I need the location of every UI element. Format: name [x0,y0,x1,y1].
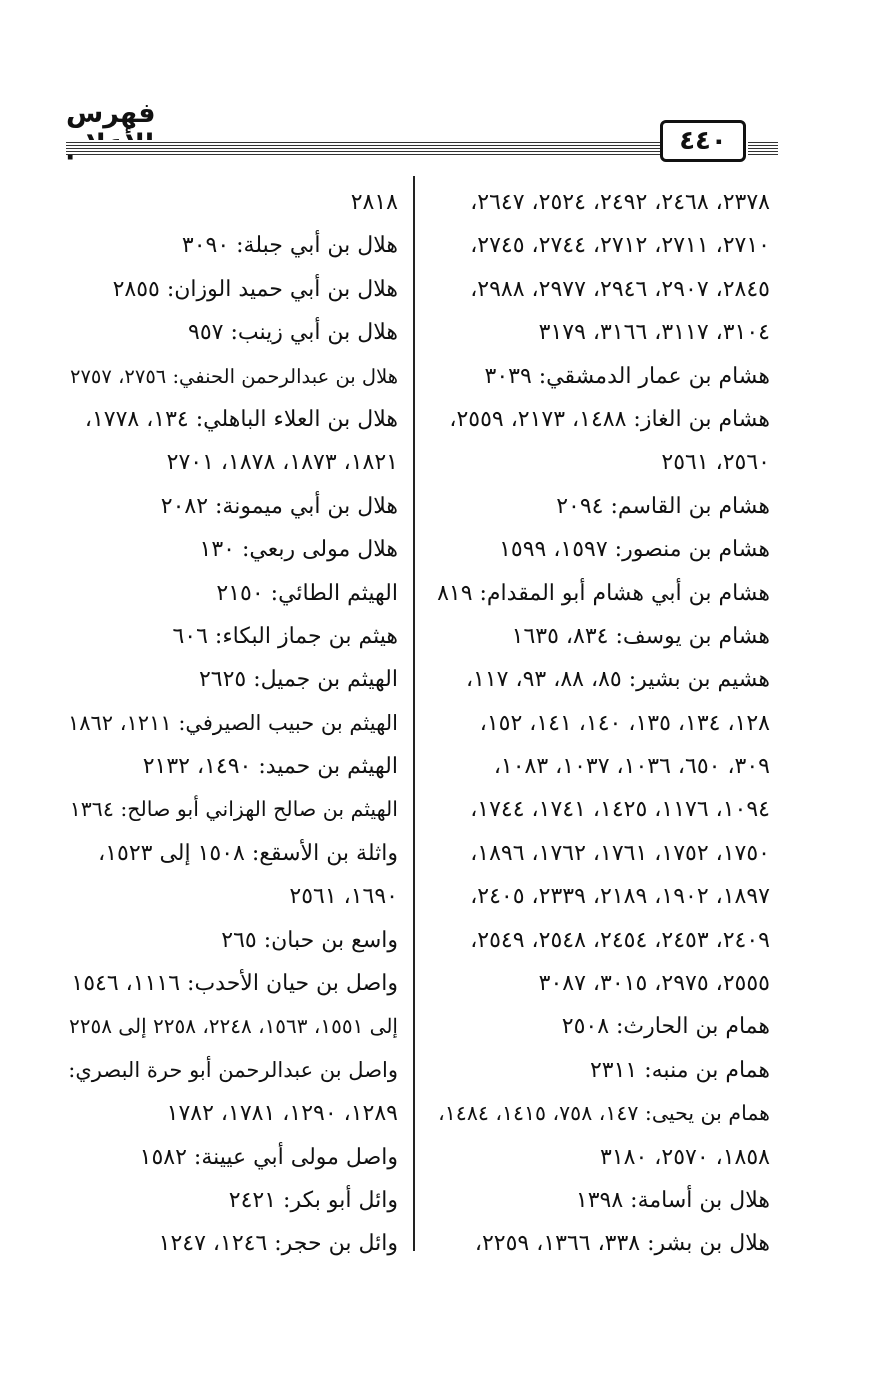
index-entry-line: ٢٨١٨ [350,190,398,215]
header-rule-right [748,140,778,155]
index-entry-line: ١٠٩٤، ١١٧٦، ١٤٢٥، ١٧٤١، ١٧٤٤، [470,797,770,823]
index-entry-line: ٢٥٦٠، ٢٥٦١ [661,450,770,476]
index-entry-line: ٢٧١٠، ٢٧١١، ٢٧١٢، ٢٧٤٤، ٢٧٤٥، [470,233,770,259]
index-entry-line: هشام بن أبي هشام أبو المقدام: ٨١٩ [437,580,770,606]
column-divider [413,176,415,1251]
index-entry-line: هيثم بن جماز البكاء: ٦٠٦ [172,623,398,649]
left-column [64,181,398,1266]
page-number: ٤٤٠ [660,120,746,162]
index-entry-line: هلال مولى ربعي: ١٣٠ [199,537,398,563]
index-entry-line: هلال بن العلاء الباهلي: ١٣٤، ١٧٧٨، [84,406,398,432]
index-entry-line: هلال بن أبي زينب: ٩٥٧ [188,320,398,346]
index-entry-line: ٢٤٠٩، ٢٤٥٣، ٢٤٥٤، ٢٥٤٨، ٢٥٤٩، [470,927,770,953]
index-entry-line: الهيثم بن صالح الهزاني أبو صالح: ١٣٦٤ [69,797,398,822]
index-entry-line: ١٢٨٩، ١٢٩٠، ١٧٨١، ١٧٨٢ [166,1101,398,1127]
index-title: فهرس [66,98,156,129]
index-entry-line: هلال بن أسامة: ١٣٩٨ [575,1187,770,1213]
index-entry-line: هشام بن يوسف: ٨٣٤، ١٦٣٥ [511,623,770,649]
index-entry-line: واصل مولى أبي عيينة: ١٥٨٢ [139,1144,398,1170]
index-entry-line: إلى ١٥٥١، ١٥٦٣، ٢٢٤٨، ٢٢٥٨ إلى ٢٢٥٨ [68,1014,398,1039]
index-entry-line: الهيثم الطائي: ٢١٥٠ [216,580,398,606]
index-entry-line: همام بن يحيى: ١٤٧، ٧٥٨، ١٤١٥، ١٤٨٤، [438,1101,770,1126]
index-entry-line: ١٨٥٨، ٢٥٧٠، ٣١٨٠ [600,1144,770,1170]
index-entry-line: ١٢٨، ١٣٤، ١٣٥، ١٤٠، ١٤١، ١٥٢، [479,710,770,736]
index-entry-line: الهيثم بن جميل: ٢٦٢٥ [198,667,398,693]
index-entry-line: هشام بن منصور: ١٥٩٧، ١٥٩٩ [499,537,770,563]
index-entry-line: هلال بن أبي حميد الوزان: ٢٨٥٥ [112,276,398,302]
index-entry-line: واصل بن حيان الأحدب: ١١١٦، ١٥٤٦ [71,971,398,997]
index-entry-line: ١٧٥٠، ١٧٥٢، ١٧٦١، ١٧٦٢، ١٨٩٦، [470,840,770,866]
index-entry-line: هشام بن الغاز: ١٤٨٨، ٢١٧٣، ٢٥٥٩، [449,406,770,432]
right-column [436,181,770,1266]
index-entry-line: الهيثم بن حميد: ١٤٩٠، ٢١٣٢ [142,754,398,780]
index-entry-line: هلال بن أبي ميمونة: ٢٠٨٢ [160,493,398,519]
index-entry-line: ٢٥٥٥، ٢٩٧٥، ٣٠١٥، ٣٠٨٧ [538,971,770,997]
index-entry-line: ٢٨٤٥، ٢٩٠٧، ٢٩٤٦، ٢٩٧٧، ٢٩٨٨، [470,276,770,302]
index-entry-line: واصل بن عبدالرحمن أبو حرة البصري: [68,1057,398,1082]
index-entry-line: همام بن الحارث: ٢٥٠٨ [561,1014,770,1040]
index-entry-line: ٣٠٩، ٦٥٠، ١٠٣٦، ١٠٣٧، ١٠٨٣، [493,754,770,780]
index-entry-line: ٢٣٧٨، ٢٤٦٨، ٢٤٩٢، ٢٥٢٤، ٢٦٤٧، [470,190,770,215]
header-rule [66,140,660,155]
index-entry-line: ١٨٩٧، ١٩٠٢، ٢١٨٩، ٢٣٣٩، ٢٤٠٥، [470,884,770,910]
index-entry-line: هشيم بن بشير: ٨٥، ٨٨، ٩٣، ١١٧، [465,667,770,693]
index-entry-line: همام بن منبه: ٢٣١١ [589,1057,770,1083]
index-entry-line: ١٦٩٠، ٢٥٦١ [289,884,398,910]
index-entry-line: وائل أبو بكر: ٢٤٢١ [228,1187,398,1213]
index-entry-line: هلال بن عبدالرحمن الحنفي: ٢٧٥٦، ٢٧٥٧ [69,364,398,388]
index-entry-line: ١٨٢١، ١٨٧٣، ١٨٧٨، ٢٧٠١ [166,450,398,476]
index-entry-line: الهيثم بن حبيب الصيرفي: ١٢١١، ١٨٦٢ [67,710,398,735]
index-entry-line: واثلة بن الأسقع: ١٥٠٨ إلى ١٥٢٣، [98,840,398,866]
index-entry-line: ٣١٠٤، ٣١١٧، ٣١٦٦، ٣١٧٩ [538,320,770,346]
index-entry-line: هلال بن بشر: ٣٣٨، ١٣٦٦، ٢٢٥٩، [474,1231,770,1257]
index-entry-line: واسع بن حبان: ٢٦٥ [221,927,398,953]
index-entry-line: هشام بن عمار الدمشقي: ٣٠٣٩ [484,363,770,389]
index-entry-line: وائل بن حجر: ١٢٤٦، ١٢٤٧ [158,1231,398,1257]
index-entry-line: هشام بن القاسم: ٢٠٩٤ [556,493,770,519]
index-entry-line: هلال بن أبي جبلة: ٣٠٩٠ [181,233,398,259]
